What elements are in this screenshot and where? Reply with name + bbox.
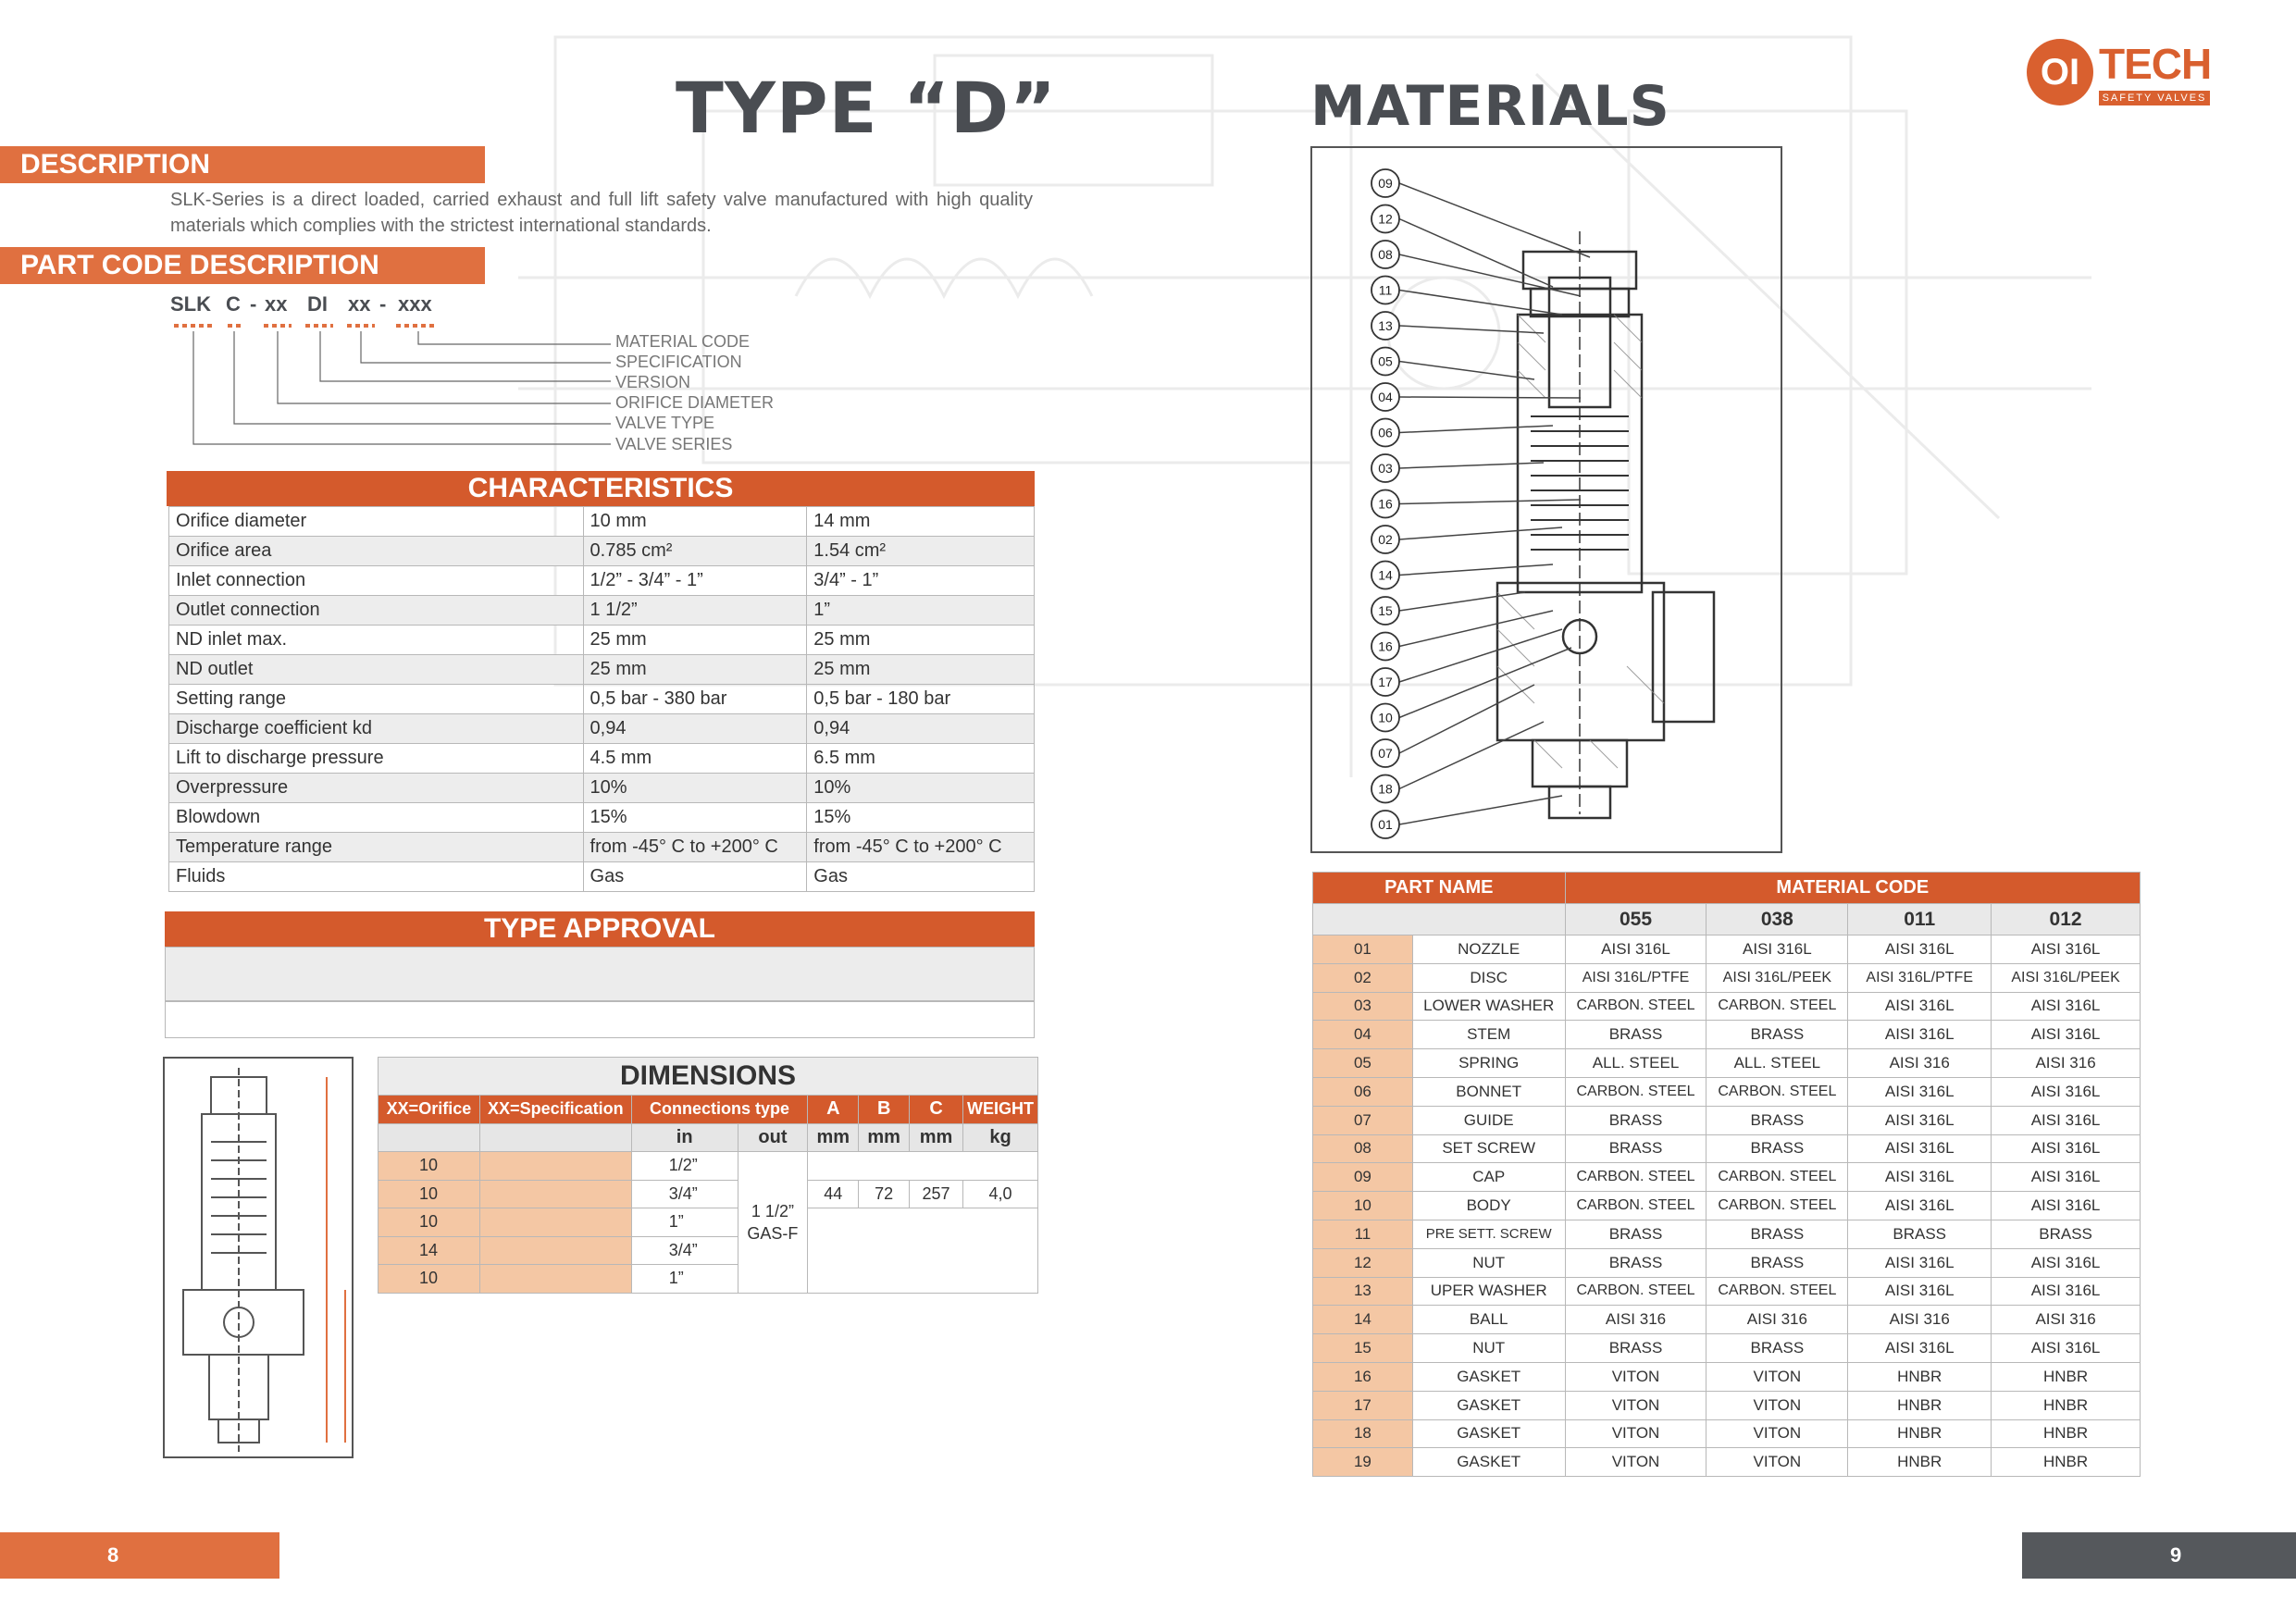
sub-out: out xyxy=(738,1123,808,1152)
callout-label: 16 xyxy=(1378,638,1393,654)
callout-leader xyxy=(1399,254,1581,296)
material-011: AISI 316L xyxy=(1848,1106,1992,1134)
characteristics-row xyxy=(169,537,1035,566)
callout-label: 04 xyxy=(1378,390,1393,404)
char-value-10mm: 0.785 cm² xyxy=(583,537,807,566)
code-di: DI xyxy=(307,292,328,316)
char-label: Lift to discharge pressure xyxy=(169,744,584,774)
callout-label: 08 xyxy=(1378,247,1393,262)
materials-row xyxy=(1313,935,2141,964)
char-value-14mm: 25 mm xyxy=(807,626,1035,655)
code-label-valve-type: VALVE TYPE xyxy=(615,414,715,432)
dim-out-type: GAS-F xyxy=(747,1223,799,1243)
material-038: BRASS xyxy=(1706,1220,1848,1248)
part-name: GASKET xyxy=(1412,1448,1565,1477)
material-038: BRASS xyxy=(1706,1021,1848,1049)
materials-row xyxy=(1313,1106,2141,1134)
dim-orifice-4: 14 xyxy=(379,1236,480,1265)
callout-label: 15 xyxy=(1378,603,1393,618)
material-012: AISI 316L xyxy=(1992,992,2141,1021)
material-055: VITON xyxy=(1565,1362,1706,1391)
code-055: 055 xyxy=(1565,904,1706,935)
char-label: Overpressure xyxy=(169,774,584,803)
dim-out-value: 1 1/2” xyxy=(751,1201,794,1220)
material-038: VITON xyxy=(1706,1448,1848,1477)
code-label-specification: SPECIFICATION xyxy=(615,353,742,371)
part-name: GASKET xyxy=(1412,1419,1565,1448)
col-specification: XX=Specification xyxy=(479,1096,631,1124)
material-038: AISI 316L/PEEK xyxy=(1706,963,1848,992)
callout-label: 18 xyxy=(1378,781,1393,797)
char-label: Fluids xyxy=(169,862,584,892)
dim-in-3: 1” xyxy=(631,1208,738,1237)
dim-in-5: 1” xyxy=(631,1265,738,1294)
code-slk: SLK xyxy=(170,292,211,316)
part-name: NOZZLE xyxy=(1412,935,1565,964)
code-xx-2: xx xyxy=(348,292,371,316)
material-011: AISI 316L/PTFE xyxy=(1848,963,1992,992)
char-value-14mm: 14 mm xyxy=(807,507,1035,537)
callout-leader xyxy=(1399,426,1553,433)
part-name: DISC xyxy=(1412,963,1565,992)
material-055: CARBON. STEEL xyxy=(1565,1192,1706,1220)
col-orifice: XX=Orifice xyxy=(379,1096,480,1124)
callout-leader xyxy=(1399,291,1562,316)
material-011: AISI 316L xyxy=(1848,1334,1992,1363)
material-055: AISI 316L xyxy=(1565,935,1706,964)
materials-row xyxy=(1313,992,2141,1021)
materials-row xyxy=(1313,1277,2141,1306)
material-055: VITON xyxy=(1565,1391,1706,1419)
material-011: AISI 316L xyxy=(1848,1021,1992,1049)
characteristics-row xyxy=(169,833,1035,862)
sub-mm-c: mm xyxy=(910,1123,963,1152)
part-code-header: PART CODE DESCRIPTION xyxy=(0,247,485,284)
material-012: AISI 316L xyxy=(1992,1248,2141,1277)
part-number: 12 xyxy=(1313,1248,1413,1277)
material-011: AISI 316L xyxy=(1848,1248,1992,1277)
callout-leader xyxy=(1399,500,1581,504)
material-055: BRASS xyxy=(1565,1248,1706,1277)
characteristics-row xyxy=(169,774,1035,803)
callout-leader xyxy=(1399,685,1534,753)
characteristics-row xyxy=(169,714,1035,744)
callout-label: 03 xyxy=(1378,461,1393,476)
char-label: Orifice diameter xyxy=(169,507,584,537)
material-012: AISI 316L/PEEK xyxy=(1992,963,2141,992)
callout-label: 12 xyxy=(1378,211,1393,227)
valve-thumbnail-svg xyxy=(165,1059,352,1456)
characteristics-row xyxy=(169,596,1035,626)
part-name: NUT xyxy=(1412,1248,1565,1277)
char-value-14mm: 1” xyxy=(807,596,1035,626)
description-text: SLK-Series is a direct loaded, carried exhaust and full lift safety valve manufactured with high quality materials which complies with the strictest international standards. xyxy=(170,190,1033,236)
materials-row xyxy=(1313,1192,2141,1220)
page-title: TYPE “D” xyxy=(676,67,1057,149)
char-value-10mm: 0,94 xyxy=(583,714,807,744)
material-012: HNBR xyxy=(1992,1362,2141,1391)
materials-row xyxy=(1313,963,2141,992)
part-name: CAP xyxy=(1412,1163,1565,1192)
char-label: ND outlet xyxy=(169,655,584,685)
dim-c: 257 xyxy=(910,1180,963,1208)
logo-word: TECH xyxy=(2099,40,2212,88)
material-055: CARBON. STEEL xyxy=(1565,1277,1706,1306)
col-connections: Connections type xyxy=(631,1096,808,1124)
char-value-14mm: Gas xyxy=(807,862,1035,892)
callout-leader xyxy=(1399,463,1544,468)
dim-out xyxy=(738,1152,808,1294)
part-name: LOWER WASHER xyxy=(1412,992,1565,1021)
char-value-14mm: 3/4” - 1” xyxy=(807,566,1035,596)
callout-leader xyxy=(1399,611,1553,647)
part-name: BALL xyxy=(1412,1306,1565,1334)
material-011: AISI 316L xyxy=(1848,1163,1992,1192)
type-approval-row-1 xyxy=(165,947,1035,1001)
material-038: CARBON. STEEL xyxy=(1706,1192,1848,1220)
part-number: 19 xyxy=(1313,1448,1413,1477)
material-012: AISI 316L xyxy=(1992,1077,2141,1106)
material-055: VITON xyxy=(1565,1419,1706,1448)
code-038: 038 xyxy=(1706,904,1848,935)
materials-row xyxy=(1313,1419,2141,1448)
material-038: BRASS xyxy=(1706,1334,1848,1363)
characteristics-table xyxy=(168,506,1035,892)
callout-leader xyxy=(1399,397,1581,398)
code-label-version: VERSION xyxy=(615,373,691,391)
callout-label: 07 xyxy=(1378,746,1393,761)
materials-row xyxy=(1313,1163,2141,1192)
part-number: 06 xyxy=(1313,1077,1413,1106)
material-012: HNBR xyxy=(1992,1391,2141,1419)
materials-row xyxy=(1313,1362,2141,1391)
valve-cross-section xyxy=(1310,146,1782,853)
material-038: AISI 316 xyxy=(1706,1306,1848,1334)
callout-label: 01 xyxy=(1378,817,1393,832)
callout-label: 05 xyxy=(1378,353,1393,369)
part-number: 16 xyxy=(1313,1362,1413,1391)
callout-leader xyxy=(1399,362,1534,380)
char-label: Orifice area xyxy=(169,537,584,566)
sub-kg: kg xyxy=(963,1123,1038,1152)
characteristics-row xyxy=(169,685,1035,714)
dim-b: 72 xyxy=(859,1180,910,1208)
part-name: SET SCREW xyxy=(1412,1134,1565,1163)
code-012: 012 xyxy=(1992,904,2141,935)
dim-orifice-5: 10 xyxy=(379,1265,480,1294)
cross-section-svg xyxy=(1312,148,1781,851)
brand-logo xyxy=(2027,37,2212,111)
part-name: UPER WASHER xyxy=(1412,1277,1565,1306)
material-011: AISI 316L xyxy=(1848,992,1992,1021)
char-value-10mm: from -45° C to +200° C xyxy=(583,833,807,862)
material-012: BRASS xyxy=(1992,1220,2141,1248)
type-approval-row-2 xyxy=(165,1001,1035,1038)
type-approval-header: TYPE APPROVAL xyxy=(165,911,1035,947)
col-a: A xyxy=(808,1096,859,1124)
material-012: AISI 316L xyxy=(1992,1134,2141,1163)
material-038: CARBON. STEEL xyxy=(1706,1163,1848,1192)
part-name-header: PART NAME xyxy=(1313,873,1566,904)
dimensions-table xyxy=(378,1057,1038,1294)
char-value-10mm: 0,5 bar - 380 bar xyxy=(583,685,807,714)
char-value-10mm: Gas xyxy=(583,862,807,892)
part-number: 10 xyxy=(1313,1192,1413,1220)
material-011: AISI 316 xyxy=(1848,1049,1992,1078)
char-label: Setting range xyxy=(169,685,584,714)
part-number: 01 xyxy=(1313,935,1413,964)
material-055: ALL. STEEL xyxy=(1565,1049,1706,1078)
material-012: AISI 316L xyxy=(1992,1192,2141,1220)
material-012: AISI 316L xyxy=(1992,1163,2141,1192)
material-038: VITON xyxy=(1706,1419,1848,1448)
materials-row xyxy=(1313,1306,2141,1334)
characteristics-row xyxy=(169,626,1035,655)
sub-mm-b: mm xyxy=(859,1123,910,1152)
callout-label: 02 xyxy=(1378,532,1393,547)
part-number: 08 xyxy=(1313,1134,1413,1163)
materials-row xyxy=(1313,1220,2141,1248)
char-value-14mm: 25 mm xyxy=(807,655,1035,685)
char-value-10mm: 4.5 mm xyxy=(583,744,807,774)
material-038: AISI 316L xyxy=(1706,935,1848,964)
logo-tagline: SAFETY VALVES xyxy=(2099,91,2210,105)
char-value-10mm: 10% xyxy=(583,774,807,803)
material-055: BRASS xyxy=(1565,1334,1706,1363)
part-number: 03 xyxy=(1313,992,1413,1021)
callout-leader xyxy=(1399,796,1562,824)
part-name: GASKET xyxy=(1412,1391,1565,1419)
callout-label: 14 xyxy=(1378,567,1393,583)
material-011: AISI 316L xyxy=(1848,1277,1992,1306)
material-038: VITON xyxy=(1706,1362,1848,1391)
dim-orifice-1: 10 xyxy=(379,1152,480,1181)
callout-label: 13 xyxy=(1378,318,1393,333)
materials-row xyxy=(1313,1021,2141,1049)
material-012: AISI 316L xyxy=(1992,1334,2141,1363)
part-name: NUT xyxy=(1412,1334,1565,1363)
code-label-material: MATERIAL CODE xyxy=(615,332,751,351)
material-055: VITON xyxy=(1565,1448,1706,1477)
material-011: HNBR xyxy=(1848,1448,1992,1477)
part-number: 14 xyxy=(1313,1306,1413,1334)
characteristics-row xyxy=(169,566,1035,596)
materials-row xyxy=(1313,1049,2141,1078)
col-weight: WEIGHT xyxy=(963,1096,1038,1124)
part-code-leader-lines xyxy=(167,315,629,453)
char-value-10mm: 1 1/2” xyxy=(583,596,807,626)
col-c: C xyxy=(910,1096,963,1124)
code-label-valve-series: VALVE SERIES xyxy=(615,435,733,453)
characteristics-header: CHARACTERISTICS xyxy=(167,471,1035,506)
dim-in-2: 3/4” xyxy=(631,1180,738,1208)
material-011: HNBR xyxy=(1848,1362,1992,1391)
materials-row xyxy=(1313,1077,2141,1106)
code-c: C xyxy=(226,292,241,316)
dim-a: 44 xyxy=(808,1180,859,1208)
code-xxx: xxx xyxy=(398,292,432,316)
material-055: CARBON. STEEL xyxy=(1565,1077,1706,1106)
char-value-14mm: 15% xyxy=(807,803,1035,833)
sub-mm-a: mm xyxy=(808,1123,859,1152)
code-xx-1: xx xyxy=(265,292,288,316)
material-055: AISI 316L/PTFE xyxy=(1565,963,1706,992)
description-header: DESCRIPTION xyxy=(0,146,485,183)
material-055: BRASS xyxy=(1565,1134,1706,1163)
materials-row xyxy=(1313,1448,2141,1477)
materials-row xyxy=(1313,1248,2141,1277)
char-value-14mm: 0,94 xyxy=(807,714,1035,744)
part-number: 09 xyxy=(1313,1163,1413,1192)
part-number: 13 xyxy=(1313,1277,1413,1306)
code-dash-2: - xyxy=(379,292,387,316)
valve-dimension-drawing xyxy=(163,1057,354,1458)
callout-label: 10 xyxy=(1378,710,1393,725)
materials-row xyxy=(1313,1134,2141,1163)
part-number: 07 xyxy=(1313,1106,1413,1134)
material-012: AISI 316L xyxy=(1992,1277,2141,1306)
material-055: BRASS xyxy=(1565,1021,1706,1049)
material-012: AISI 316L xyxy=(1992,935,2141,964)
code-dash: - xyxy=(250,292,257,316)
material-012: HNBR xyxy=(1992,1419,2141,1448)
callout-leader xyxy=(1399,722,1544,789)
callout-label: 06 xyxy=(1378,425,1393,440)
callout-leader xyxy=(1399,183,1590,257)
char-label: Blowdown xyxy=(169,803,584,833)
dim-in-4: 3/4” xyxy=(631,1236,738,1265)
material-038: CARBON. STEEL xyxy=(1706,992,1848,1021)
material-055: CARBON. STEEL xyxy=(1565,1163,1706,1192)
callout-label: 17 xyxy=(1378,675,1393,689)
materials-title: MATERIALS xyxy=(1310,74,1670,139)
part-number: 02 xyxy=(1313,963,1413,992)
part-name: BODY xyxy=(1412,1192,1565,1220)
material-012: AISI 316L xyxy=(1992,1021,2141,1049)
material-012: AISI 316 xyxy=(1992,1306,2141,1334)
char-value-10mm: 1/2” - 3/4” - 1” xyxy=(583,566,807,596)
callout-label: 09 xyxy=(1378,176,1393,191)
materials-row xyxy=(1313,1391,2141,1419)
material-055: AISI 316 xyxy=(1565,1306,1706,1334)
code-011: 011 xyxy=(1848,904,1992,935)
char-label: Temperature range xyxy=(169,833,584,862)
material-011: AISI 316L xyxy=(1848,1134,1992,1163)
dim-orifice-2: 10 xyxy=(379,1180,480,1208)
char-value-14mm: 10% xyxy=(807,774,1035,803)
part-number: 18 xyxy=(1313,1419,1413,1448)
code-label-orifice: ORIFICE DIAMETER xyxy=(615,393,775,412)
part-number: 17 xyxy=(1313,1391,1413,1419)
callout-label: 16 xyxy=(1378,496,1393,512)
char-value-10mm: 10 mm xyxy=(583,507,807,537)
dimensions-header: DIMENSIONS xyxy=(379,1058,1038,1096)
part-number: 11 xyxy=(1313,1220,1413,1248)
callout-leader xyxy=(1399,326,1544,333)
char-value-14mm: 0,5 bar - 180 bar xyxy=(807,685,1035,714)
material-055: BRASS xyxy=(1565,1106,1706,1134)
material-038: CARBON. STEEL xyxy=(1706,1277,1848,1306)
char-value-14mm: 6.5 mm xyxy=(807,744,1035,774)
part-name: GASKET xyxy=(1412,1362,1565,1391)
logo-mark: OI xyxy=(2027,39,2093,105)
part-name: GUIDE xyxy=(1412,1106,1565,1134)
characteristics-row xyxy=(169,803,1035,833)
sub-in: in xyxy=(631,1123,738,1152)
char-value-10mm: 25 mm xyxy=(583,655,807,685)
material-011: HNBR xyxy=(1848,1391,1992,1419)
char-value-10mm: 15% xyxy=(583,803,807,833)
char-label: Inlet connection xyxy=(169,566,584,596)
material-038: ALL. STEEL xyxy=(1706,1049,1848,1078)
callout-leader xyxy=(1399,564,1553,576)
material-011: HNBR xyxy=(1848,1419,1992,1448)
part-number: 05 xyxy=(1313,1049,1413,1078)
materials-table xyxy=(1312,872,2141,1477)
part-number: 15 xyxy=(1313,1334,1413,1363)
part-name: BONNET xyxy=(1412,1077,1565,1106)
material-038: BRASS xyxy=(1706,1248,1848,1277)
material-code-header: MATERIAL CODE xyxy=(1565,873,2140,904)
materials-row xyxy=(1313,1334,2141,1363)
characteristics-row xyxy=(169,507,1035,537)
material-011: AISI 316L xyxy=(1848,1192,1992,1220)
characteristics-row xyxy=(169,744,1035,774)
part-name: PRE SETT. SCREW xyxy=(1412,1220,1565,1248)
char-label: Discharge coefficient kd xyxy=(169,714,584,744)
part-name: STEM xyxy=(1412,1021,1565,1049)
char-value-10mm: 25 mm xyxy=(583,626,807,655)
char-value-14mm: 1.54 cm² xyxy=(807,537,1035,566)
material-038: BRASS xyxy=(1706,1134,1848,1163)
callout-label: 11 xyxy=(1378,282,1393,298)
material-011: AISI 316 xyxy=(1848,1306,1992,1334)
callout-leader xyxy=(1399,527,1562,539)
characteristics-row xyxy=(169,655,1035,685)
char-label: Outlet connection xyxy=(169,596,584,626)
page-number-right: 9 xyxy=(2022,1532,2296,1579)
material-055: BRASS xyxy=(1565,1220,1706,1248)
material-012: AISI 316 xyxy=(1992,1049,2141,1078)
dim-in-1: 1/2” xyxy=(631,1152,738,1181)
part-number: 04 xyxy=(1313,1021,1413,1049)
char-value-14mm: from -45° C to +200° C xyxy=(807,833,1035,862)
material-011: BRASS xyxy=(1848,1220,1992,1248)
page-number-left: 8 xyxy=(0,1532,279,1579)
dim-weight: 4,0 xyxy=(963,1180,1038,1208)
callout-leader xyxy=(1399,629,1562,682)
material-011: AISI 316L xyxy=(1848,935,1992,964)
material-038: CARBON. STEEL xyxy=(1706,1077,1848,1106)
material-038: BRASS xyxy=(1706,1106,1848,1134)
dim-orifice-3: 10 xyxy=(379,1208,480,1237)
char-label: ND inlet max. xyxy=(169,626,584,655)
material-055: CARBON. STEEL xyxy=(1565,992,1706,1021)
material-038: VITON xyxy=(1706,1391,1848,1419)
col-b: B xyxy=(859,1096,910,1124)
part-name: SPRING xyxy=(1412,1049,1565,1078)
material-012: AISI 316L xyxy=(1992,1106,2141,1134)
material-012: HNBR xyxy=(1992,1448,2141,1477)
callout-leader xyxy=(1399,648,1571,718)
material-011: AISI 316L xyxy=(1848,1077,1992,1106)
characteristics-row xyxy=(169,862,1035,892)
